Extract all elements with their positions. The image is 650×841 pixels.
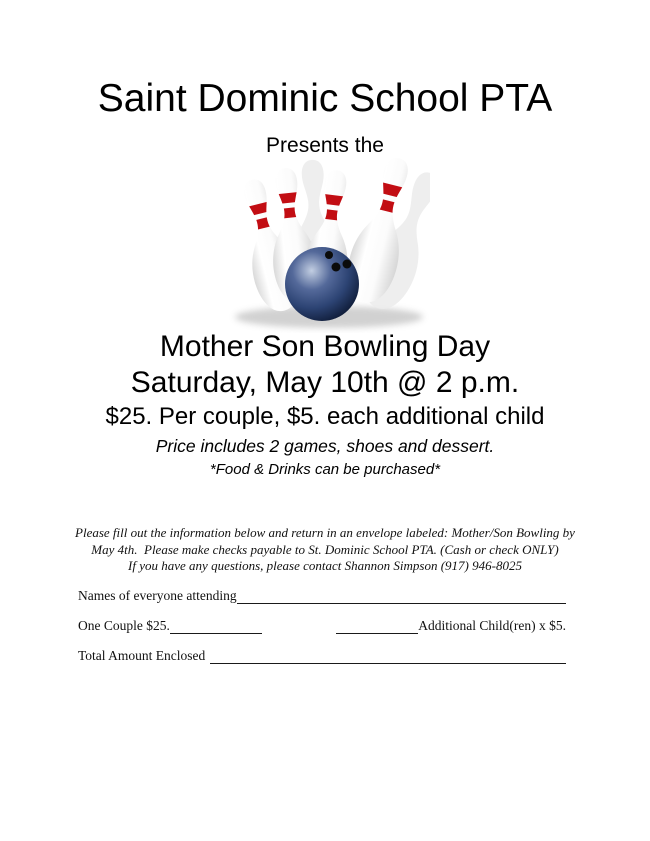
total-amount-row [78,647,566,664]
subtitle: Presents the [266,134,384,157]
page-title: Saint Dominic School PTA [97,77,553,120]
one-couple-label: One Couple $25. [78,618,170,633]
one-couple-blank-field [170,618,262,634]
additional-children-label: Additional Child(ren) x $5. [418,618,566,633]
instructions-line-1: Please fill out the information below and return in an envelope labeled: Mother/Son Bowling by [75,525,575,540]
names-attending-label: Names of everyone attending [78,588,237,603]
event-name: Mother Son Bowling Day [159,330,491,363]
event-pricing: $25. Per couple, $5. each additional child [105,403,545,430]
bowling-ball-icon [285,247,359,321]
instructions-line-3: If you have any questions, please contact Shannon Simpson (917) 946-8025 [128,558,522,573]
names-attending-row [78,587,566,604]
instructions-line-2: May 4th. Please make checks payable to St. Dominic School PTA. (Cash or check ONLY) [91,541,559,557]
bowling-pins-ball-graphic [226,155,430,333]
total-amount-blank-field [210,648,566,664]
event-note: *Food & Drinks can be purchased* [209,461,441,478]
names-attending-blank-field [237,588,566,604]
event-includes: Price includes 2 games, shoes and dessert. [155,436,495,456]
couple-and-children-row [78,617,566,634]
event-datetime: Saturday, May 10th @ 2 p.m. [130,366,520,399]
instructions-paragraph [40,525,610,575]
total-amount-label: Total Amount Enclosed [78,648,206,663]
additional-children-blank-field [336,618,418,634]
